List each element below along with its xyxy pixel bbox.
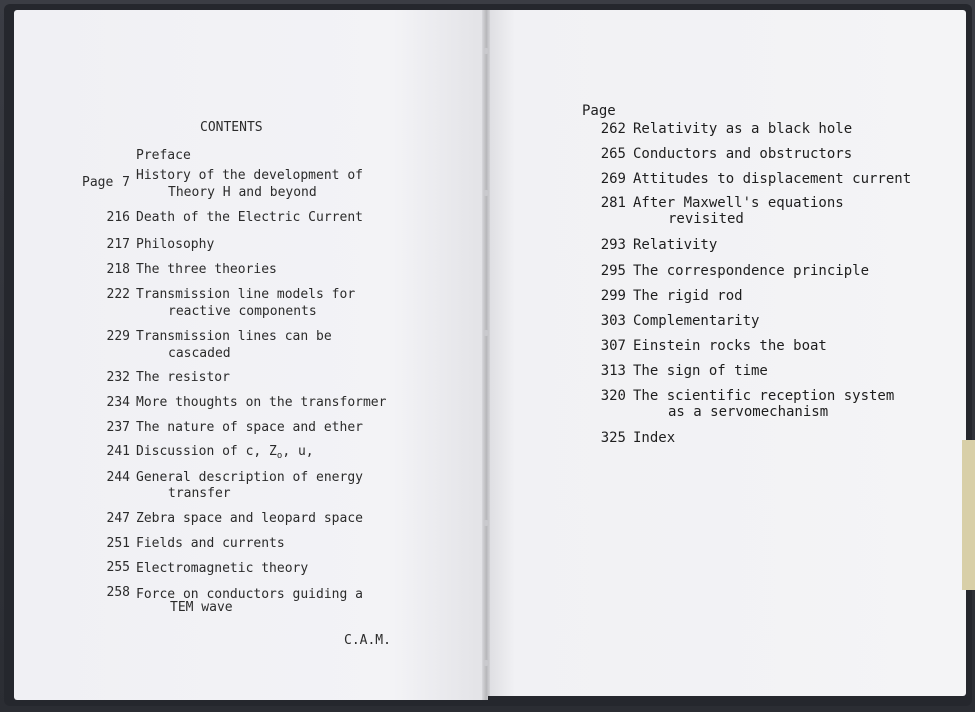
toc-page-number: 216 xyxy=(106,210,130,225)
binding-stitch xyxy=(484,660,488,666)
toc-entry-title: Index xyxy=(633,430,676,446)
toc-entry-title-cont: as a servomechanism xyxy=(668,404,829,420)
binding-stitch xyxy=(484,520,488,526)
toc-page-number: 244 xyxy=(106,470,130,485)
toc-page-number: 293 xyxy=(600,237,626,253)
toc-entry-title: Einstein rocks the boat xyxy=(633,338,827,354)
toc-entry-title: General description of energy xyxy=(136,470,363,485)
toc-entry-title: The scientific reception system xyxy=(633,388,895,404)
toc-page-number: 299 xyxy=(600,288,626,304)
signature-initials: C.A.M. xyxy=(344,633,391,648)
toc-page-number: 217 xyxy=(106,237,130,252)
toc-entry-title: Relativity as a black hole xyxy=(633,121,853,137)
toc-page-number: 218 xyxy=(106,262,130,277)
toc-entry-title: Death of the Electric Current xyxy=(136,210,363,225)
toc-page-number: 7 xyxy=(122,175,130,190)
toc-entry-title-cont: TEM wave xyxy=(170,600,233,615)
toc-entry-title-cont: Theory H and beyond xyxy=(168,185,317,200)
toc-entry-title: Discussion of c, $Z_o$, u, xyxy=(136,444,314,461)
toc-entry-title: Philosophy xyxy=(136,237,215,252)
binding-stitch xyxy=(484,190,488,196)
toc-entry-title-cont: reactive components xyxy=(168,304,317,319)
toc-page-label: Page xyxy=(582,103,616,119)
toc-page-number: 234 xyxy=(106,395,130,410)
toc-page-number: 262 xyxy=(600,121,626,137)
toc-entry-title: More thoughts on the transformer xyxy=(136,395,387,410)
toc-entry-title: Attitudes to displacement current xyxy=(633,171,912,187)
toc-page-number: 247 xyxy=(106,511,130,526)
toc-entry-title: Conductors and obstructors xyxy=(633,146,853,162)
book-spine xyxy=(482,10,490,700)
toc-entry-title: The nature of space and ether xyxy=(136,420,363,435)
toc-entry-title: The three theories xyxy=(136,262,277,277)
toc-page-number: 241 xyxy=(106,444,130,459)
toc-entry-title: Transmission lines can be xyxy=(136,329,332,344)
toc-entry-title: History of the development of xyxy=(136,168,363,183)
binding-stitch xyxy=(484,330,488,336)
toc-entry-title-cont: transfer xyxy=(168,486,231,501)
toc-page-number: 237 xyxy=(106,420,130,435)
toc-page-number: 313 xyxy=(600,363,626,379)
toc-page-number: 295 xyxy=(600,263,626,279)
toc-entry-title-cont: cascaded xyxy=(168,346,231,361)
toc-entry-title: Relativity xyxy=(633,237,718,253)
toc-entry-title: Force on conductors guiding a xyxy=(136,587,363,602)
toc-preface: Preface xyxy=(136,148,191,163)
toc-entry-title: Complementarity xyxy=(633,313,760,329)
toc-page-number: 255 xyxy=(106,560,130,575)
page-edge-tab xyxy=(962,440,975,590)
toc-page-number: 307 xyxy=(600,338,626,354)
toc-page-number: 320 xyxy=(600,388,626,404)
toc-entry-title: Electromagnetic theory xyxy=(136,561,309,576)
toc-entry-title-cont: revisited xyxy=(668,211,744,227)
toc-entry-title: After Maxwell's equations xyxy=(633,195,844,211)
toc-page-label: Page xyxy=(82,175,114,190)
toc-entry-title: Zebra space and leopard space xyxy=(136,511,363,526)
toc-page-number: 229 xyxy=(106,329,130,344)
toc-page-number: 269 xyxy=(600,171,626,187)
toc-page-number: 265 xyxy=(600,146,626,162)
toc-entry-title: Transmission line models for xyxy=(136,287,356,302)
toc-page-number: 281 xyxy=(600,195,626,211)
toc-page-number: 232 xyxy=(106,370,130,385)
toc-page-number: 222 xyxy=(106,287,130,302)
toc-page-number: 258 xyxy=(106,585,130,600)
toc-entry-title: The correspondence principle xyxy=(633,263,870,279)
toc-page-number: 303 xyxy=(600,313,626,329)
toc-page-number: 325 xyxy=(600,430,626,446)
toc-entry-title: The resistor xyxy=(136,370,230,385)
toc-page-number: 251 xyxy=(106,536,130,551)
contents-heading: CONTENTS xyxy=(200,120,263,135)
binding-stitch xyxy=(484,48,488,54)
toc-entry-title: Fields and currents xyxy=(136,536,285,551)
toc-entry-title: The sign of time xyxy=(633,363,768,379)
toc-entry-title: The rigid rod xyxy=(633,288,743,304)
